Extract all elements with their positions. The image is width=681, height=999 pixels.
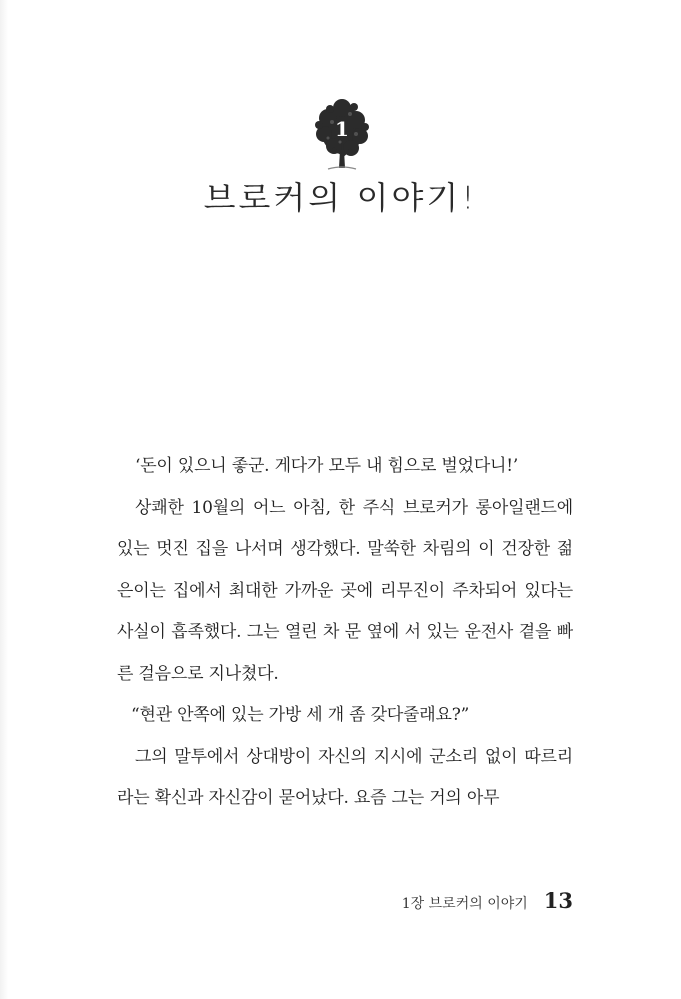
chapter-title: 브로커의 이야기!	[203, 178, 478, 216]
paragraph-1: ‘돈이 있으니 좋군. 게다가 모두 내 힘으로 벌었다니!’	[135, 456, 519, 476]
tree-icon	[310, 98, 374, 174]
page-number: 13	[543, 888, 573, 913]
chapter-number: 1	[335, 117, 349, 141]
body-text	[117, 446, 573, 820]
chapter-emblem	[310, 98, 374, 174]
page-footer	[402, 888, 573, 913]
page-edge	[0, 0, 8, 999]
running-head: 1장 브로커의 이야기	[401, 896, 528, 912]
paragraph-4: 그의 말투에서 상대방이 자신의 지시에 군소리 없이 따르리라는 확신과 자신감이 묻어났다. 요즘 그는 거의 아무	[117, 746, 573, 808]
paragraph-3: “현관 안쪽에 있는 가방 세 개 좀 갖다줄래요?”	[131, 705, 470, 725]
paragraph-2: 상쾌한 10월의 어느 아침, 한 주식 브로커가 롱아일랜드에 있는 멋진 집을 나서며 생각했다. 말쑥한 차림의 이 건장한 젊은이는 집에서 최대한 가까운 곳에 리무진이 주차되어 있다는 사실이 흡족했다. 그는 열린 차 문 옆에 서 있는 운전사 곁을 빠른 걸음으로 지나쳤다.	[117, 497, 573, 684]
